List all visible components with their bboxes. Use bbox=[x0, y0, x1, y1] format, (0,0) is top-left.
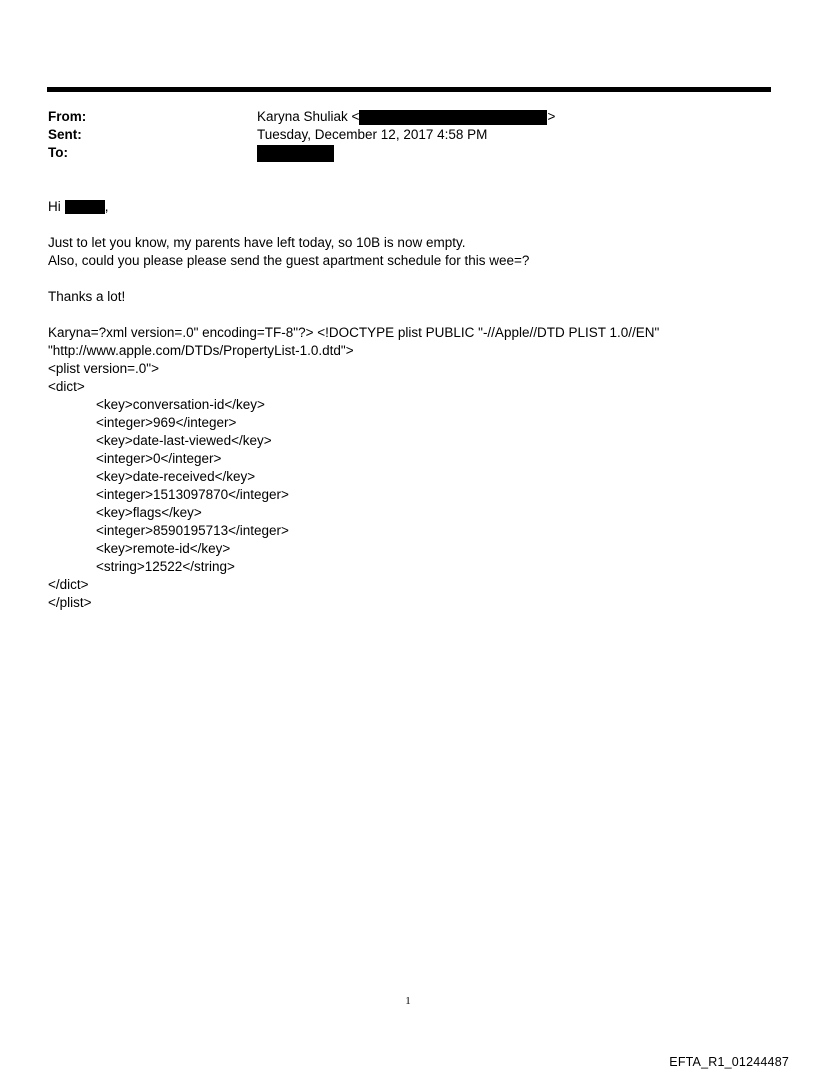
dict-item: <integer>8590195713</integer> bbox=[96, 523, 289, 538]
dict-item: <key>flags</key> bbox=[96, 505, 202, 520]
dict-close: </dict> bbox=[48, 577, 89, 592]
signature-line-2: "http://www.apple.com/DTDs/PropertyList-1.0.dtd"> bbox=[48, 343, 354, 358]
signature-line-1: Karyna=?xml version=.0" encoding=TF-8"?> <!DOCTYPE plist PUBLIC "-//Apple//DTD PLIST 1.0//EN" bbox=[48, 325, 660, 340]
dict-item: <integer>1513097870</integer> bbox=[96, 487, 289, 502]
greeting-punct: , bbox=[104, 199, 109, 214]
email-header bbox=[48, 108, 768, 162]
to-row bbox=[48, 144, 768, 162]
redacted-email bbox=[359, 110, 547, 125]
dict-item: <key>conversation-id</key> bbox=[96, 397, 265, 412]
dict-item: <key>date-last-viewed</key> bbox=[96, 433, 272, 448]
sender-email-close: > bbox=[547, 109, 556, 124]
sent-value: Tuesday, December 12, 2017 4:58 PM bbox=[257, 127, 488, 142]
to-value bbox=[257, 145, 334, 162]
thanks-line: Thanks a lot! bbox=[48, 289, 126, 304]
greeting-line bbox=[48, 198, 778, 216]
email-body bbox=[48, 198, 778, 612]
dict-item: <integer>969</integer> bbox=[96, 415, 237, 430]
body-line-1: Just to let you know, my parents have left today, so 10B is now empty. bbox=[48, 235, 466, 250]
redacted-recipient bbox=[257, 145, 334, 162]
sender-name: Karyna Shuliak < bbox=[257, 109, 360, 124]
bates-number: EFTA_R1_01244487 bbox=[669, 1055, 789, 1069]
redacted-name bbox=[65, 200, 105, 214]
dict-item: <key>remote-id</key> bbox=[96, 541, 231, 556]
plist-open: <plist version=.0"> bbox=[48, 361, 159, 376]
dict-item: <string>12522</string> bbox=[96, 559, 235, 574]
plist-close: </plist> bbox=[48, 595, 92, 610]
greeting-text: Hi bbox=[48, 199, 61, 214]
from-value bbox=[257, 108, 555, 126]
page-number: 1 bbox=[405, 995, 411, 1007]
sent-label: Sent: bbox=[48, 127, 82, 142]
dict-open: <dict> bbox=[48, 379, 85, 394]
header-divider-rule bbox=[47, 87, 771, 92]
from-row bbox=[48, 108, 768, 126]
dict-item: <integer>0</integer> bbox=[96, 451, 222, 466]
from-label: From: bbox=[48, 109, 87, 124]
to-label: To: bbox=[48, 145, 68, 160]
dict-item: <key>date-received</key> bbox=[96, 469, 256, 484]
body-line-2: Also, could you please please send the guest apartment schedule for this wee=? bbox=[48, 253, 530, 268]
sent-row bbox=[48, 126, 768, 144]
